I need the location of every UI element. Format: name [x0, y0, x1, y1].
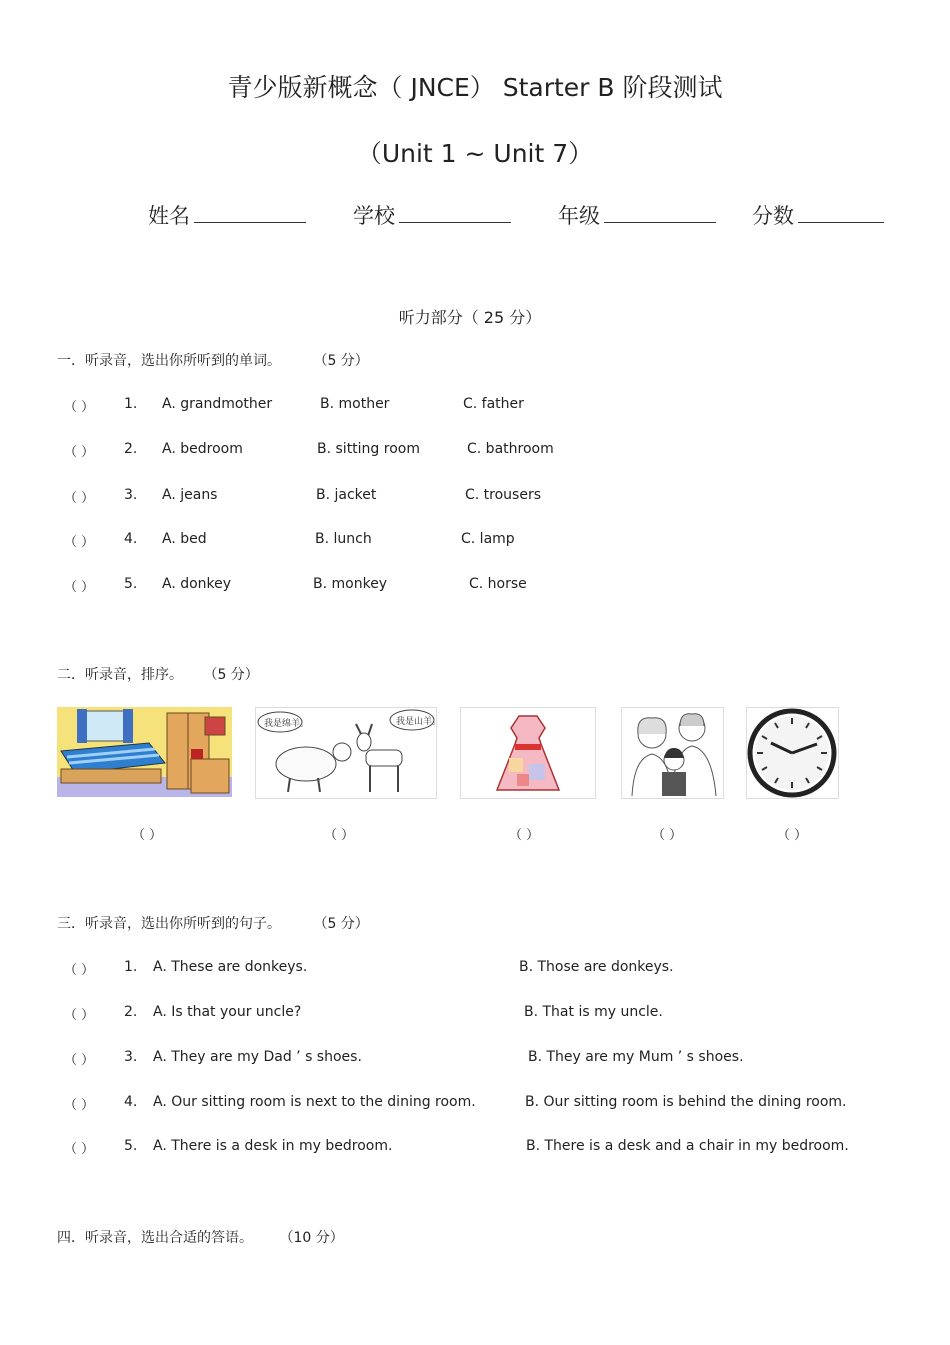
item-number: 5. — [124, 576, 138, 592]
option-c: C. horse — [469, 576, 527, 592]
option-c: C. lamp — [461, 531, 515, 547]
option-c: C. bathroom — [467, 441, 554, 457]
sheep-goat-picture — [255, 707, 442, 799]
option-a: A. These are donkeys. — [153, 959, 308, 975]
option-b: B. Our sitting room is behind the dining room. — [525, 1094, 847, 1110]
option-b: B. Those are donkeys. — [519, 959, 674, 975]
option-a: A. Our sitting room is next to the dining room. — [153, 1094, 476, 1110]
school-field — [353, 200, 511, 230]
item-number: 3. — [124, 487, 138, 503]
item-number: 1. — [124, 959, 138, 975]
page-subtitle: （Unit 1 ~ Unit 7） — [356, 139, 594, 168]
part1-row-3 — [64, 487, 94, 506]
option-a: A. donkey — [162, 576, 232, 592]
part3-row-3 — [64, 1049, 94, 1068]
part1-heading — [57, 350, 369, 370]
school-blank[interactable] — [399, 200, 511, 223]
answer-paren[interactable]: （ ） — [64, 400, 95, 415]
part3-row-2 — [64, 1004, 94, 1023]
part1-row-4 — [64, 531, 94, 550]
answer-paren[interactable]: （ ） — [64, 445, 95, 460]
picture-4-paren[interactable]: （ ） — [652, 828, 683, 843]
answer-paren[interactable]: （ ） — [64, 1053, 95, 1068]
part1-row-2 — [64, 441, 94, 460]
option-a: A. Is that your uncle? — [153, 1004, 302, 1020]
option-a: A. jeans — [162, 487, 218, 503]
page-title: 青少版新概念（ JNCE） Starter B 阶段测试 — [227, 73, 723, 102]
option-c: C. father — [463, 396, 524, 412]
part3-row-5 — [64, 1138, 94, 1157]
part1-row-5 — [64, 576, 94, 595]
picture-2-paren[interactable]: （ ） — [324, 828, 355, 843]
item-number: 3. — [124, 1049, 138, 1065]
part3-score: （5 分） — [313, 916, 369, 932]
part1-row-1 — [64, 396, 94, 415]
clock-picture — [746, 707, 839, 799]
option-a: A. bed — [162, 531, 207, 547]
option-b: B. monkey — [313, 576, 388, 592]
option-a: A. They are my Dad ’ s shoes. — [153, 1049, 362, 1065]
answer-paren[interactable]: （ ） — [64, 1142, 95, 1157]
name-field — [148, 200, 306, 230]
part1-score: （5 分） — [313, 353, 369, 369]
item-number: 1. — [124, 396, 138, 412]
item-number: 4. — [124, 1094, 138, 1110]
option-b: B. They are my Mum ’ s shoes. — [528, 1049, 744, 1065]
grade-label: 年级 — [558, 204, 600, 228]
part3-heading — [57, 913, 369, 933]
answer-paren[interactable]: （ ） — [64, 1098, 95, 1113]
score-field — [752, 200, 884, 230]
answer-paren[interactable]: （ ） — [64, 535, 95, 550]
item-number: 4. — [124, 531, 138, 547]
score-label: 分数 — [752, 204, 794, 228]
option-b: B. mother — [320, 396, 390, 412]
part4-heading-text: 四．听录音，选出合适的答语。 — [57, 1230, 253, 1246]
family-picture — [621, 707, 724, 799]
part2-heading-text: 二．听录音，排序。 — [57, 667, 183, 683]
part4-score: （10 分） — [279, 1230, 344, 1246]
option-a: A. bedroom — [162, 441, 243, 457]
option-b: B. jacket — [316, 487, 377, 503]
item-number: 2. — [124, 441, 138, 457]
picture-5-paren[interactable]: （ ） — [777, 828, 808, 843]
part3-heading-text: 三．听录音，选出你所听到的句子。 — [57, 916, 281, 932]
item-number: 5. — [124, 1138, 138, 1154]
part3-row-4 — [64, 1094, 94, 1113]
option-a: A. There is a desk in my bedroom. — [153, 1138, 393, 1154]
name-label: 姓名 — [148, 204, 190, 228]
name-blank[interactable] — [194, 200, 306, 223]
answer-paren[interactable]: （ ） — [64, 491, 95, 506]
school-label: 学校 — [353, 204, 395, 228]
option-c: C. trousers — [465, 487, 542, 503]
part3-row-1 — [64, 959, 94, 978]
score-blank[interactable] — [798, 200, 884, 223]
dress-picture — [460, 707, 596, 799]
part1-heading-text: 一．听录音，选出你所听到的单词。 — [57, 353, 281, 369]
part2-score: （5 分） — [203, 667, 259, 683]
option-b: B. sitting room — [317, 441, 420, 457]
picture-3-paren[interactable]: （ ） — [509, 828, 540, 843]
bubble-left-text: 我是绵羊。 — [264, 719, 310, 729]
answer-paren[interactable]: （ ） — [64, 1008, 95, 1023]
grade-field — [558, 200, 716, 230]
grade-blank[interactable] — [604, 200, 716, 223]
item-number: 2. — [124, 1004, 138, 1020]
answer-paren[interactable]: （ ） — [64, 580, 95, 595]
part2-heading — [57, 664, 259, 684]
bubble-right-text: 我是山羊。 — [396, 717, 442, 727]
listening-header: 听力部分（ 25 分） — [398, 308, 542, 327]
picture-1-paren[interactable]: （ ） — [132, 828, 163, 843]
option-b: B. There is a desk and a chair in my bedroom. — [526, 1138, 849, 1154]
part4-heading — [57, 1227, 344, 1247]
option-a: A. grandmother — [162, 396, 273, 412]
answer-paren[interactable]: （ ） — [64, 963, 95, 978]
bedroom-picture — [57, 707, 232, 797]
option-b: B. That is my uncle. — [524, 1004, 663, 1020]
option-b: B. lunch — [315, 531, 372, 547]
